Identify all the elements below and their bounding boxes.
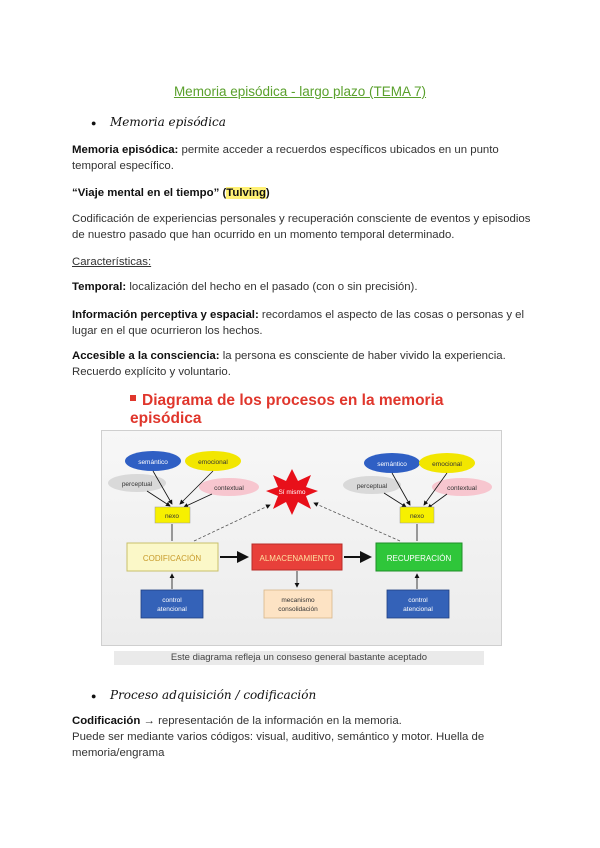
- tulving-highlight: Tulving: [226, 187, 266, 199]
- accesible-text: la persona es consciente de haber vivido la experiencia. Recuerdo explícito y voluntario.: [72, 350, 506, 378]
- square-bullet-icon: [130, 395, 136, 401]
- si-mismo-label: Sí mismo: [278, 489, 306, 496]
- codificacion-text: → representación de la información en la memoria.: [140, 715, 402, 727]
- viaje-text: “Viaje mental en el tiempo” (: [72, 187, 227, 199]
- definition-paragraph: [72, 142, 532, 174]
- temporal-term: Temporal:: [72, 281, 127, 293]
- section-heading-proceso: Proceso adquisición / codificación: [110, 688, 317, 702]
- diagram-heading: [130, 392, 490, 428]
- viaje-line: [72, 185, 532, 201]
- perceptiva-text: recordamos el aspecto de las cosas o personas y el lugar en el que ocurrieron los hechos.: [72, 309, 525, 337]
- accesible-paragraph: [72, 348, 532, 380]
- accesible-term: Accesible a la consciencia:: [72, 350, 220, 362]
- control-label-2b: atencional: [403, 606, 433, 613]
- temporal-paragraph: [72, 279, 532, 295]
- codificacion-more: Puede ser mediante varios códigos: visual, auditivo, semántico y motor. Huella de memoria/engrama: [72, 731, 485, 759]
- bullet-dot: ●: [91, 691, 97, 701]
- recuperacion-label: RECUPERACIÓN: [386, 554, 452, 563]
- codificacion-label: CODIFICACIÓN: [142, 554, 202, 563]
- diagram-caption: Este diagrama refleja un conseso general bastante aceptado: [114, 651, 484, 665]
- control-atencional-box-right: [387, 590, 449, 618]
- contextual-label: contextual: [447, 485, 477, 492]
- definition-text: permite acceder a recuerdos específicos ubicados en un punto temporal específico.: [72, 144, 499, 172]
- page-title: Memoria episódica - largo plazo (TEMA 7): [173, 84, 427, 99]
- left-nexo-label: nexo: [164, 513, 180, 520]
- perceptual-label: perceptual: [121, 481, 153, 488]
- mecanismo-label-a: mecanismo: [281, 597, 315, 604]
- right-nexo-label: nexo: [409, 513, 425, 520]
- control-label-2a: control: [408, 597, 428, 604]
- emocional-label: emocional: [432, 461, 462, 468]
- perceptiva-term: Información perceptiva y espacial:: [72, 309, 259, 321]
- mecanismo-box: [264, 590, 332, 618]
- semantico-label: semántico: [377, 461, 407, 468]
- bullet-dot: ●: [91, 118, 97, 128]
- section-heading-memoria: Memoria episódica: [110, 115, 226, 129]
- codificacion-term: Codificación: [72, 715, 141, 727]
- codificacion-paragraph: [72, 713, 532, 729]
- definition-term: Memoria episódica:: [72, 144, 179, 156]
- mecanismo-label-b: consolidación: [278, 606, 318, 613]
- almacenamiento-label: ALMACENAMIENTO: [259, 554, 335, 563]
- control-label-1b: atencional: [157, 606, 187, 613]
- control-label-1a: control: [162, 597, 182, 604]
- semantico-label: semántico: [138, 459, 168, 466]
- caracteristicas-label: Características:: [72, 256, 152, 268]
- control-atencional-box-left: [141, 590, 203, 618]
- right-oval-cluster: [343, 453, 492, 496]
- viaje-close: ): [265, 187, 270, 199]
- left-oval-cluster: [108, 451, 259, 496]
- diagram-heading-text: Diagrama de los procesos en la memoria episódica: [130, 392, 444, 427]
- diagram-image: [101, 430, 502, 646]
- perceptiva-paragraph: [72, 307, 532, 339]
- contextual-label: contextual: [214, 485, 244, 492]
- codificacion-description: Codificación de experiencias personales y recuperación consciente de eventos y episodios de nuestro pasado que han ocurrido en un momento temporal determinado.: [72, 213, 531, 241]
- emocional-label: emocional: [198, 459, 228, 466]
- temporal-text: localización del hecho en el pasado (con o sin precisión).: [126, 281, 418, 293]
- perceptual-label: perceptual: [356, 483, 388, 490]
